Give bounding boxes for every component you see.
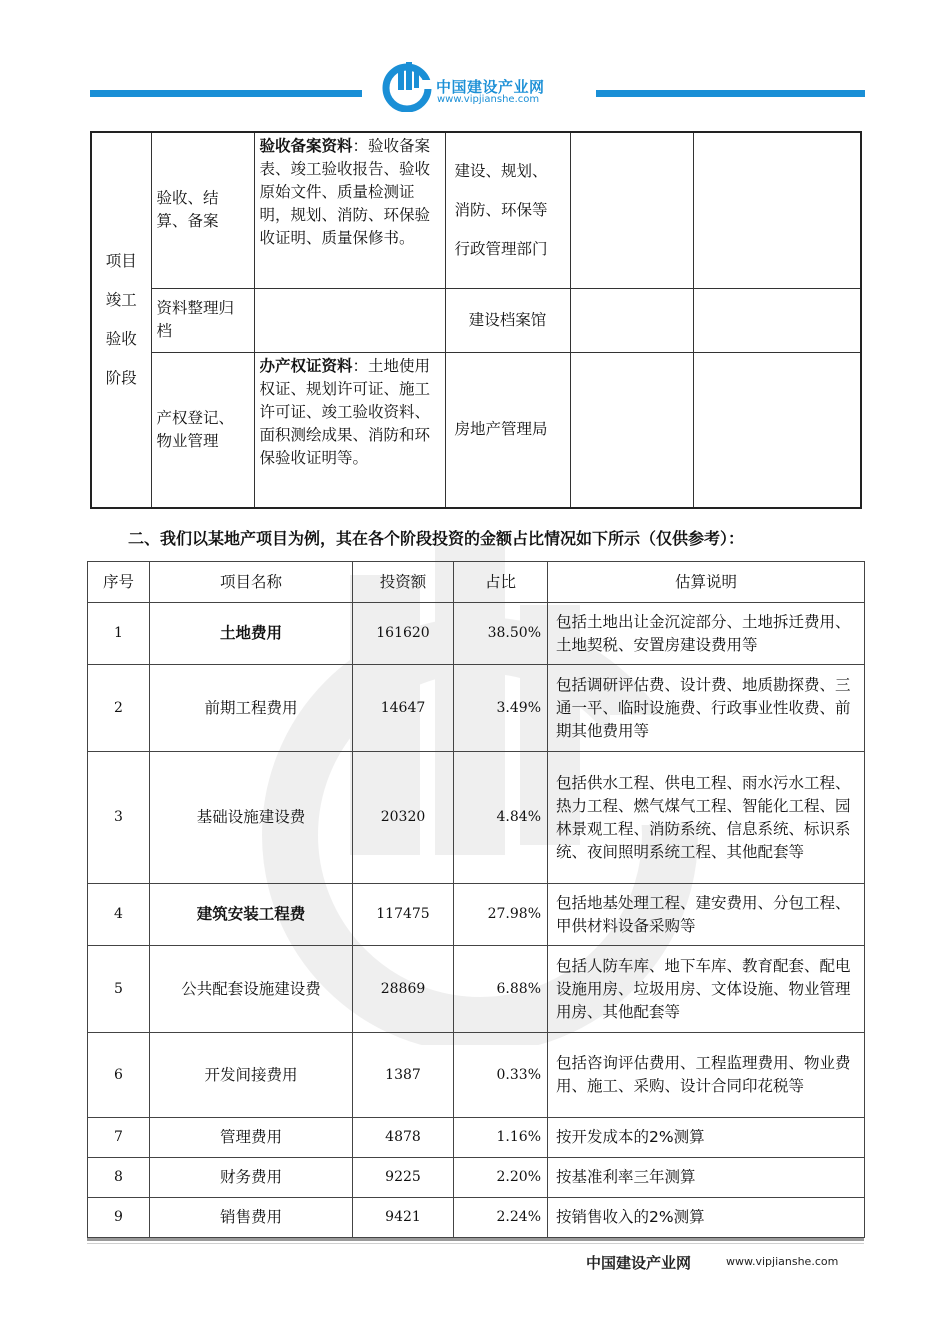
table-row	[88, 884, 865, 946]
item-percent: 0.33%	[454, 1033, 548, 1118]
item-amount: 14647	[353, 665, 454, 752]
item-name: 基础设施建设费	[150, 752, 353, 884]
item-name: 开发间接费用	[150, 1033, 353, 1118]
empty-cell	[570, 352, 693, 508]
docs-cell	[254, 352, 445, 508]
investment-table	[87, 561, 865, 1238]
header-rule-left	[90, 90, 362, 97]
stage-label-line: 竣工	[105, 291, 137, 309]
dept-cell	[445, 352, 570, 508]
row-number: 7	[88, 1118, 150, 1158]
row-number: 5	[88, 946, 150, 1033]
empty-cell	[693, 132, 861, 288]
dept-cell	[445, 288, 570, 352]
item-name: 建筑安装工程费	[150, 884, 353, 946]
footer-brand-name: 中国建设产业网	[586, 1254, 692, 1272]
header-cell: 项目名称	[150, 562, 353, 603]
row-number: 3	[88, 752, 150, 884]
stage-label-line: 验收	[105, 330, 137, 348]
row-number: 8	[88, 1158, 150, 1198]
item-percent: 1.16%	[454, 1118, 548, 1158]
item-percent: 4.84%	[454, 752, 548, 884]
item-percent: 2.20%	[454, 1158, 548, 1198]
table-row	[88, 752, 865, 884]
empty-cell	[570, 288, 693, 352]
item-amount: 20320	[353, 752, 454, 884]
step-cell: 验收、结算、备案	[151, 132, 254, 288]
stage-label-line: 阶段	[105, 369, 137, 387]
header-cell: 投资额	[353, 562, 454, 603]
item-note: 按开发成本的2%测算	[548, 1118, 865, 1158]
row-number: 6	[88, 1033, 150, 1118]
section-heading: 二、我们以某地产项目为例，其在各个阶段投资的金额占比情况如下所示（仅供参考）：	[128, 529, 745, 548]
dept-line: 行政管理部门	[454, 239, 548, 258]
empty-cell	[693, 288, 861, 352]
row-number: 1	[88, 603, 150, 665]
docs-text: ：验收备案表、竣工验收报告、验收原始文件、质量检测证明，规划、消防、环保验收证明、质量保修书。	[259, 137, 431, 247]
table-row	[88, 946, 865, 1033]
item-name: 财务费用	[150, 1158, 353, 1198]
item-amount: 117475	[353, 884, 454, 946]
docs-title: 验收备案资料	[259, 137, 353, 155]
dept-line: 建设、规划、	[454, 161, 548, 180]
dept-line: 建设档案馆	[468, 310, 547, 329]
docs-cell	[254, 288, 445, 352]
header-rule-right	[596, 90, 865, 97]
footer-brand-url[interactable]: www.vipjianshe.com	[726, 1255, 839, 1268]
item-amount: 1387	[353, 1033, 454, 1118]
docs-text: ：土地使用权证、规划许可证、施工许可证、竣工验收资料、面积测绘成果、消防和环保验收证明等。	[259, 356, 431, 467]
header-brand-name: 中国建设产业网	[436, 78, 545, 96]
header-cell: 占比	[454, 562, 548, 603]
brand-logo-icon	[382, 58, 434, 112]
item-percent: 38.50%	[454, 603, 548, 665]
stage-label-line: 项目	[105, 252, 137, 270]
item-percent: 6.88%	[454, 946, 548, 1033]
item-percent: 27.98%	[454, 884, 548, 946]
item-note: 包括土地出让金沉淀部分、土地拆迁费用、土地契税、安置房建设费用等	[548, 603, 865, 665]
docs-cell	[254, 132, 445, 288]
table-row	[88, 1158, 865, 1198]
item-note: 按基准利率三年测算	[548, 1158, 865, 1198]
row-number: 4	[88, 884, 150, 946]
item-name: 公共配套设施建设费	[150, 946, 353, 1033]
item-note: 包括人防车库、地下车库、教育配套、配电设施用房、垃圾用房、文体设施、物业管理用房、其他配套等	[548, 946, 865, 1033]
item-amount: 9421	[353, 1198, 454, 1238]
item-amount: 4878	[353, 1118, 454, 1158]
item-percent: 3.49%	[454, 665, 548, 752]
stage-label-cell	[91, 132, 151, 508]
item-amount: 9225	[353, 1158, 454, 1198]
table-row	[88, 665, 865, 752]
item-name: 管理费用	[150, 1118, 353, 1158]
table-row	[88, 1033, 865, 1118]
dept-line: 消防、环保等	[454, 200, 548, 219]
dept-line: 房地产管理局	[454, 420, 548, 439]
empty-cell	[693, 352, 861, 508]
item-name: 土地费用	[150, 603, 353, 665]
item-note: 按销售收入的2%测算	[548, 1198, 865, 1238]
header-brand-url[interactable]: www.vipjianshe.com	[437, 94, 540, 105]
step-cell: 资料整理归档	[151, 288, 254, 352]
table-row	[88, 603, 865, 665]
item-amount: 28869	[353, 946, 454, 1033]
footer-rule	[87, 1238, 864, 1241]
item-note: 包括供水工程、供电工程、雨水污水工程、热力工程、燃气煤气工程、智能化工程、园林景观工程、消防系统、信息系统、标识系统、夜间照明系统工程、其他配套等	[548, 752, 865, 884]
table-header-row	[88, 562, 865, 603]
dept-cell	[445, 132, 570, 288]
empty-cell	[570, 132, 693, 288]
item-amount: 161620	[353, 603, 454, 665]
item-note: 包括调研评估费、设计费、地质勘探费、三通一平、临时设施费、行政事业性收费、前期其他费用等	[548, 665, 865, 752]
header-cell: 估算说明	[548, 562, 865, 603]
row-number: 9	[88, 1198, 150, 1238]
footer-rule-thin	[87, 1243, 864, 1244]
header-cell: 序号	[88, 562, 150, 603]
step-cell: 产权登记、物业管理	[151, 352, 254, 508]
item-name: 销售费用	[150, 1198, 353, 1238]
item-note: 包括咨询评估费用、工程监理费用、物业费用、施工、采购、设计合同印花税等	[548, 1033, 865, 1118]
table-row	[88, 1198, 865, 1238]
item-note: 包括地基处理工程、建安费用、分包工程、甲供材料设备采购等	[548, 884, 865, 946]
docs-title: 办产权证资料	[259, 356, 353, 375]
item-name: 前期工程费用	[150, 665, 353, 752]
item-percent: 2.24%	[454, 1198, 548, 1238]
table-row	[88, 1118, 865, 1158]
acceptance-stage-table	[90, 131, 862, 509]
row-number: 2	[88, 665, 150, 752]
